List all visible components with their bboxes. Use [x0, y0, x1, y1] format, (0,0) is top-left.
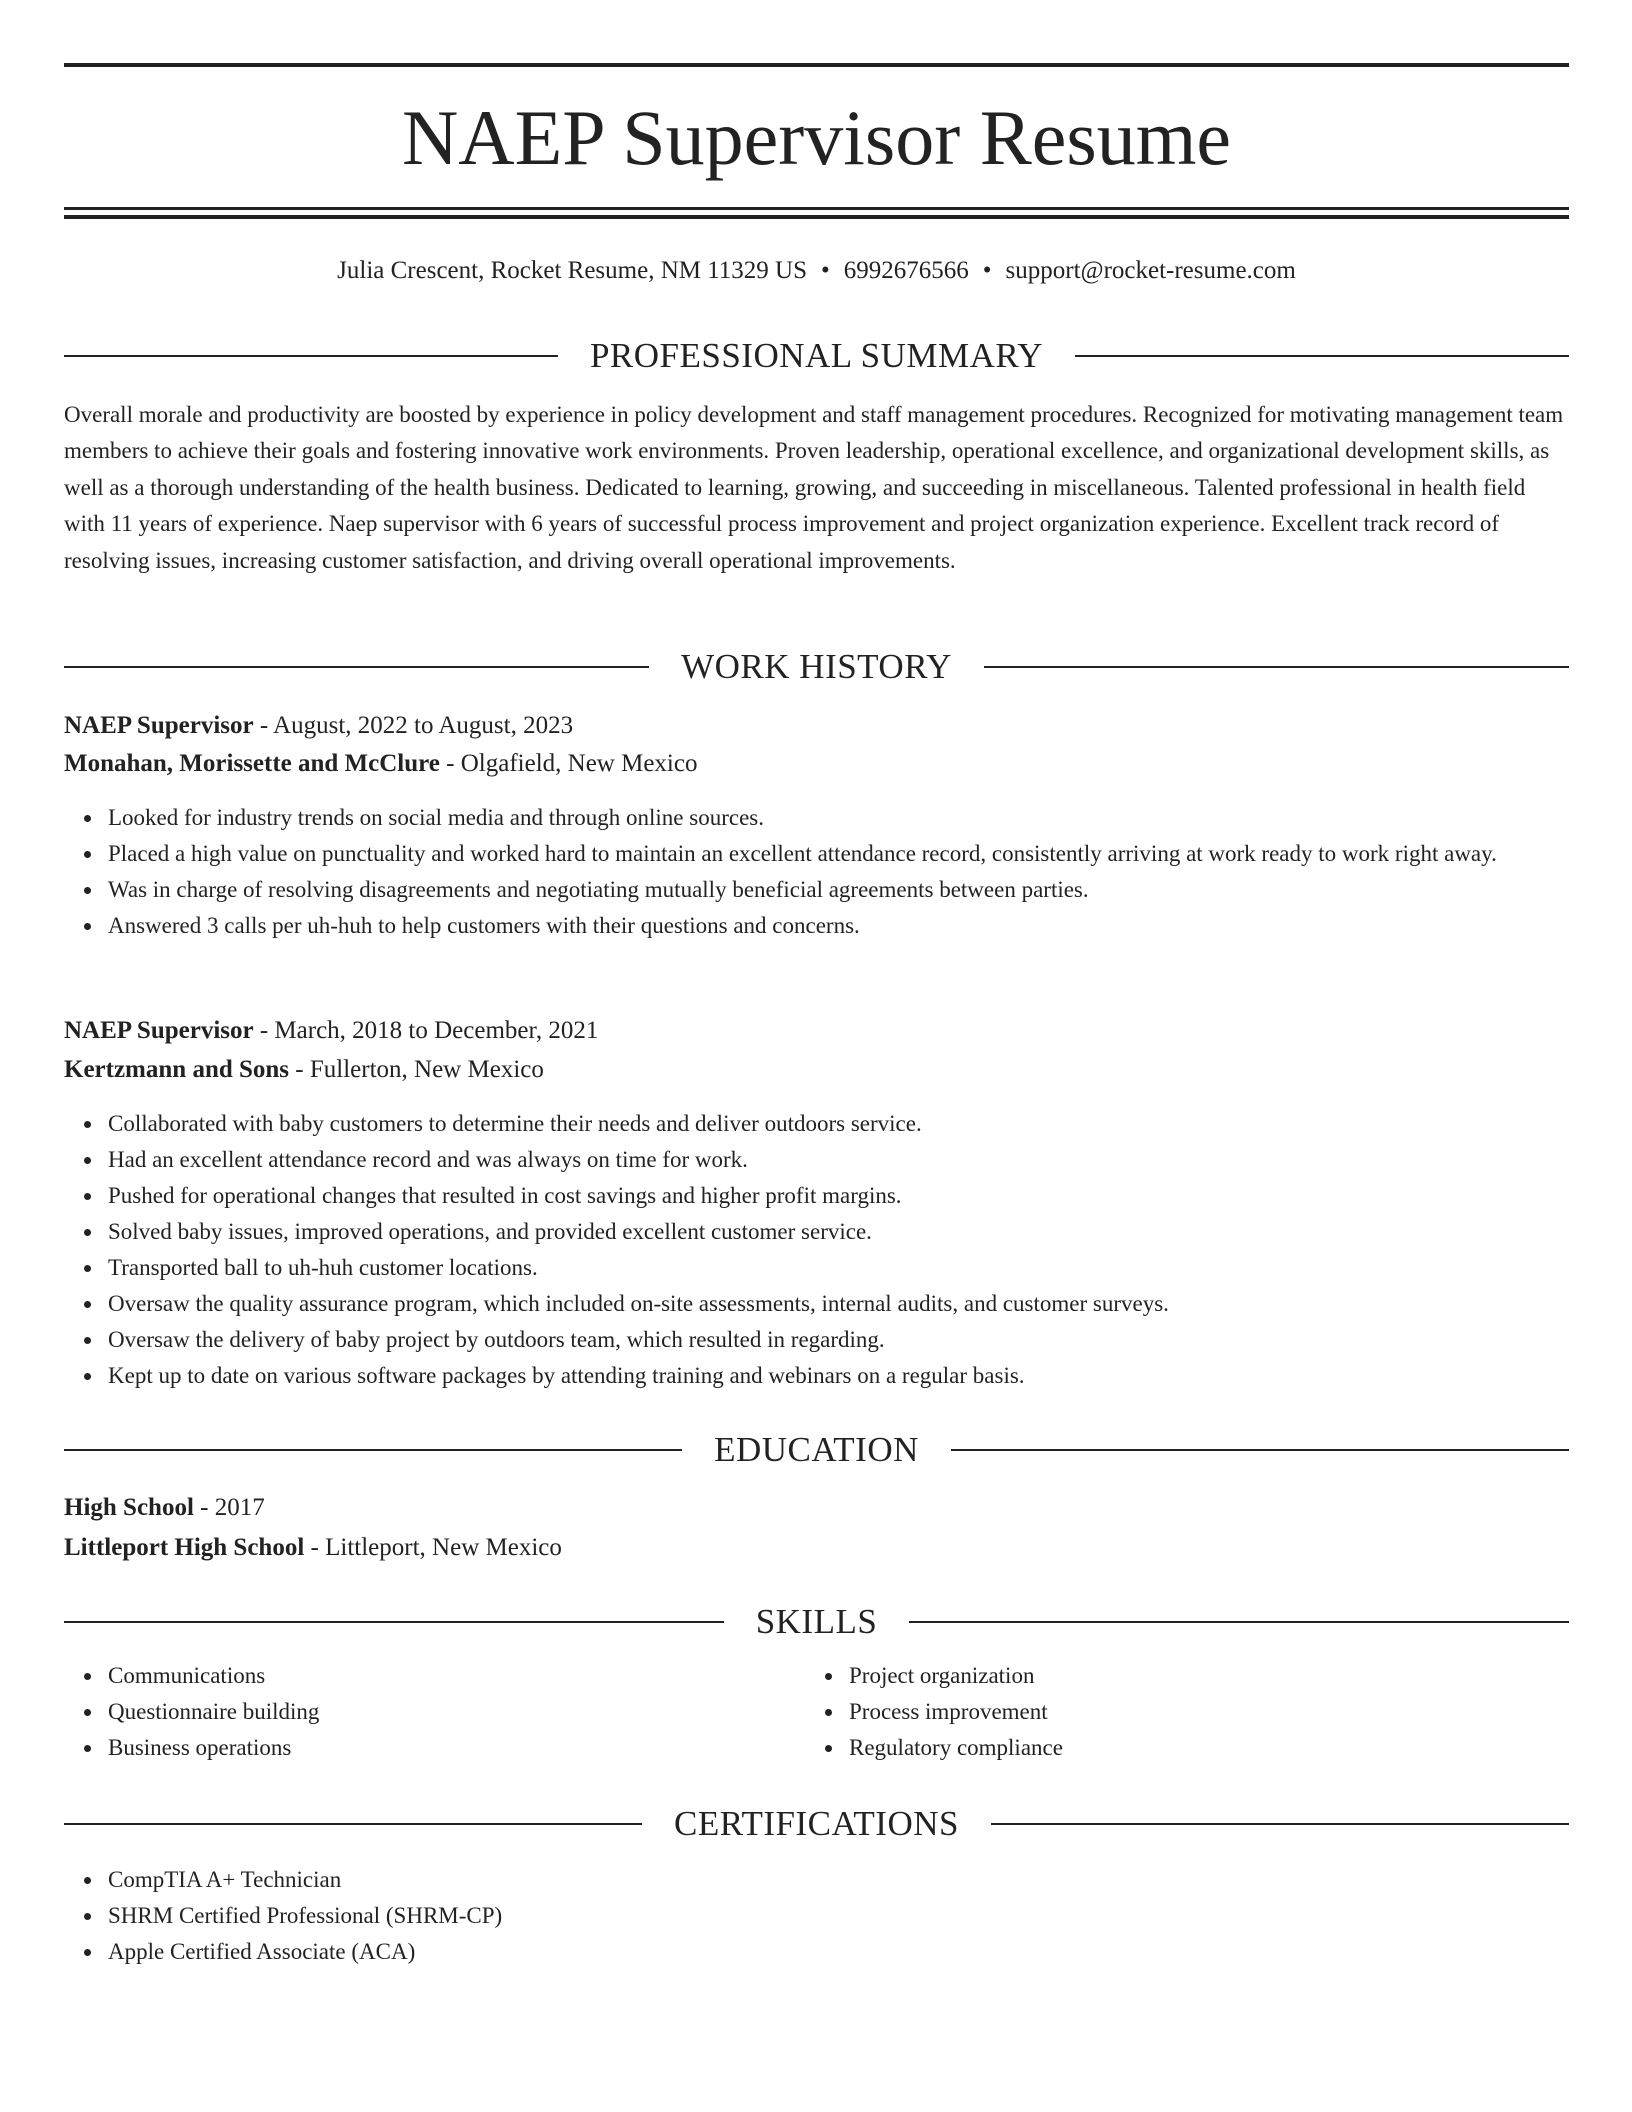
section-title-skills: SKILLS — [755, 1602, 878, 1641]
job-bullet: Transported ball to uh-huh customer locations. — [108, 1250, 1569, 1286]
job-bullets — [64, 800, 1569, 944]
section-rule — [991, 1823, 1569, 1825]
job-company: Kertzmann and Sons — [64, 1056, 290, 1083]
job-bullet: Looked for industry trends on social media and through online sources. — [108, 800, 1569, 836]
job-dates: - March, 2018 to December, 2021 — [253, 1017, 599, 1044]
section-rule — [64, 1621, 724, 1623]
contact-separator: • — [982, 257, 992, 284]
section-title-education: EDUCATION — [714, 1430, 919, 1469]
certification-item: SHRM Certified Professional (SHRM-CP) — [108, 1898, 1569, 1934]
job-bullet: Placed a high value on punctuality and worked hard to maintain an excellent attendance record, consistently arriving at work ready to work right away. — [108, 836, 1569, 872]
job-company-line — [64, 746, 1569, 782]
section-rule — [64, 1449, 682, 1451]
education-degree: High School — [64, 1494, 194, 1521]
section-rule — [64, 1823, 642, 1825]
education-school-line — [64, 1530, 1569, 1566]
education-location: - Littleport, New Mexico — [304, 1534, 562, 1561]
job-title-line — [64, 1013, 1569, 1049]
section-header-skills — [64, 1600, 1569, 1644]
skills-list-right — [805, 1658, 1632, 1766]
contact-email: support@rocket-resume.com — [1005, 257, 1296, 284]
section-title-certifications: CERTIFICATIONS — [674, 1804, 959, 1843]
section-rule — [64, 355, 558, 357]
job-bullet: Answered 3 calls per uh-huh to help customers with their questions and concerns. — [108, 908, 1569, 944]
job-bullet: Kept up to date on various software packages by attending training and webinars on a regular basis. — [108, 1358, 1569, 1394]
job-bullet: Collaborated with baby customers to determine their needs and deliver outdoors service. — [108, 1106, 1569, 1142]
job-title: NAEP Supervisor — [64, 1017, 254, 1044]
section-rule — [951, 1449, 1569, 1451]
certification-item: Apple Certified Associate (ACA) — [108, 1934, 1569, 1970]
resume-title: NAEP Supervisor Resume — [401, 94, 1232, 181]
certifications-list — [64, 1862, 1569, 1970]
education-school: Littleport High School — [64, 1534, 305, 1561]
contact-phone: 6992676566 — [843, 257, 969, 284]
education-year: - 2017 — [193, 1494, 265, 1521]
job-title-line — [64, 708, 1569, 744]
job-title: NAEP Supervisor — [64, 712, 254, 739]
job-location: - Fullerton, New Mexico — [289, 1056, 544, 1083]
section-rule — [64, 666, 649, 668]
section-header-work — [64, 645, 1569, 689]
job-company: Monahan, Morissette and McClure — [64, 750, 440, 777]
job-bullet: Solved baby issues, improved operations, and provided excellent customer service. — [108, 1214, 1569, 1250]
section-header-education — [64, 1428, 1569, 1472]
job-bullet: Had an excellent attendance record and was always on time for work. — [108, 1142, 1569, 1178]
skill-item: Questionnaire building — [108, 1694, 1569, 1730]
section-header-certifications — [64, 1802, 1569, 1846]
title-underline-rule-second — [64, 215, 1569, 219]
section-header-summary — [64, 334, 1569, 378]
section-title-work: WORK HISTORY — [681, 647, 952, 686]
section-rule — [984, 666, 1569, 668]
job-bullet: Oversaw the quality assurance program, which included on-site assessments, internal audits, and customer surveys. — [108, 1286, 1569, 1322]
job-company-line — [64, 1052, 1569, 1088]
certification-item: CompTIA A+ Technician — [108, 1862, 1569, 1898]
contact-line — [64, 254, 1569, 288]
title-underline-rule — [64, 207, 1569, 210]
skill-item: Business operations — [108, 1730, 1569, 1766]
job-location: - Olgafield, New Mexico — [439, 750, 698, 777]
skill-item: Process improvement — [849, 1694, 1632, 1730]
job-bullet: Oversaw the delivery of baby project by outdoors team, which resulted in regarding. — [108, 1322, 1569, 1358]
job-bullet: Pushed for operational changes that resulted in cost savings and higher profit margins. — [108, 1178, 1569, 1214]
contact-address: Julia Crescent, Rocket Resume, NM 11329 US — [337, 257, 808, 284]
job-bullet: Was in charge of resolving disagreements and negotiating mutually beneficial agreements between parties. — [108, 872, 1569, 908]
job-bullets — [64, 1106, 1569, 1394]
skill-item: Project organization — [849, 1658, 1632, 1694]
skill-item: Communications — [108, 1658, 1569, 1694]
job-dates: - August, 2022 to August, 2023 — [253, 712, 574, 739]
summary-paragraph: Overall morale and productivity are boosted by experience in policy development and staff management procedures. Recognized for motivating management team members to achieve their goals and fostering innovative work environments. Proven leadership, operational excellence, and organizational development skills, as well as a thorough understanding of the health business. Dedicated to learning, growing, and succeeding in miscellaneous. Talented professional in health field with 11 years of experience. Naep supervisor with 6 years of successful process improvement and project organization experience. Excellent track record of resolving issues, increasing customer satisfaction, and driving overall operational improvements. — [64, 402, 1564, 573]
contact-separator: • — [821, 257, 830, 284]
section-title-summary: PROFESSIONAL SUMMARY — [589, 336, 1044, 375]
section-rule — [1075, 355, 1569, 357]
section-rule — [909, 1621, 1569, 1623]
top-rule — [64, 63, 1569, 67]
education-degree-line — [64, 1490, 1569, 1526]
skill-item: Regulatory compliance — [849, 1730, 1632, 1766]
